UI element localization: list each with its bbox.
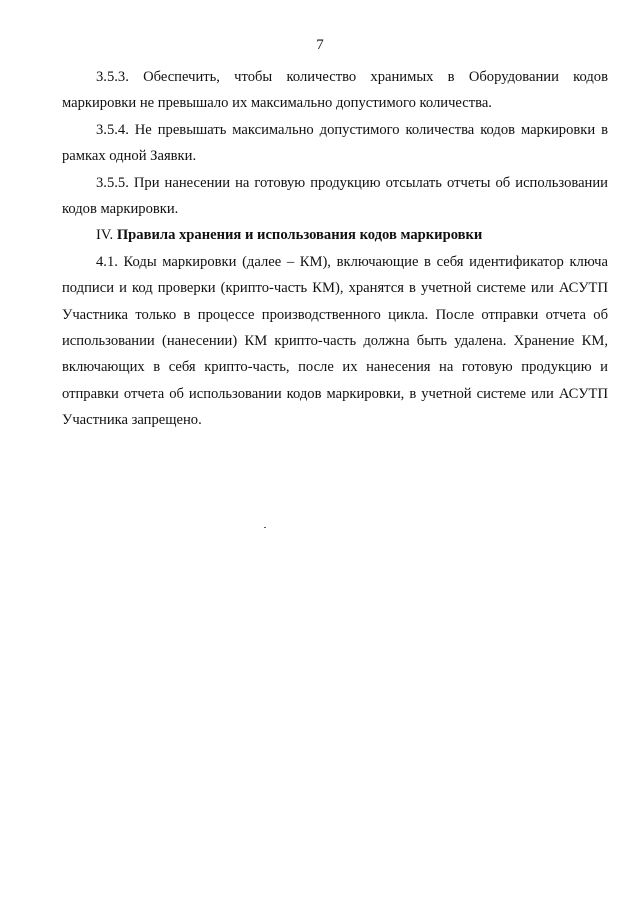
page-number: 7 bbox=[316, 37, 324, 53]
paragraph-3-5-5: 3.5.5. При нанесении на готовую продукцию отсылать отчеты об использовании кодов маркировки. bbox=[62, 174, 608, 218]
paragraph-4-1: 4.1. Коды маркировки (далее – КМ), включающие в себя идентификатор ключа подписи и код проверки (крипто-часть КМ), хранятся в учетной системе или АСУТП Участника только в процессе производственного цикла. После отправки отчета об использовании (нанесении) КМ крипто-часть должна быть удалена. Хранение КМ, включающих в себя крипто-часть, после их нанесения на готовую продукцию и отправки отчета об использовании кодов маркировки, в учетной системе или АСУТП Участника запрещено. bbox=[62, 253, 608, 429]
section-title: Правила хранения и использования кодов маркировки bbox=[116, 227, 483, 244]
paragraph-3-5-4: 3.5.4. Не превышать максимально допустимого количества кодов маркировки в рамках одной Заявки. bbox=[62, 121, 608, 165]
paragraph-3-5-3: 3.5.3. Обеспечить, чтобы количество хранимых в Оборудовании кодов маркировки не превышало их максимально допустимого количества. bbox=[62, 69, 608, 112]
section-number: IV. bbox=[96, 227, 114, 244]
scan-speck bbox=[264, 527, 266, 528]
section-heading bbox=[62, 222, 608, 248]
document-body bbox=[62, 64, 608, 434]
